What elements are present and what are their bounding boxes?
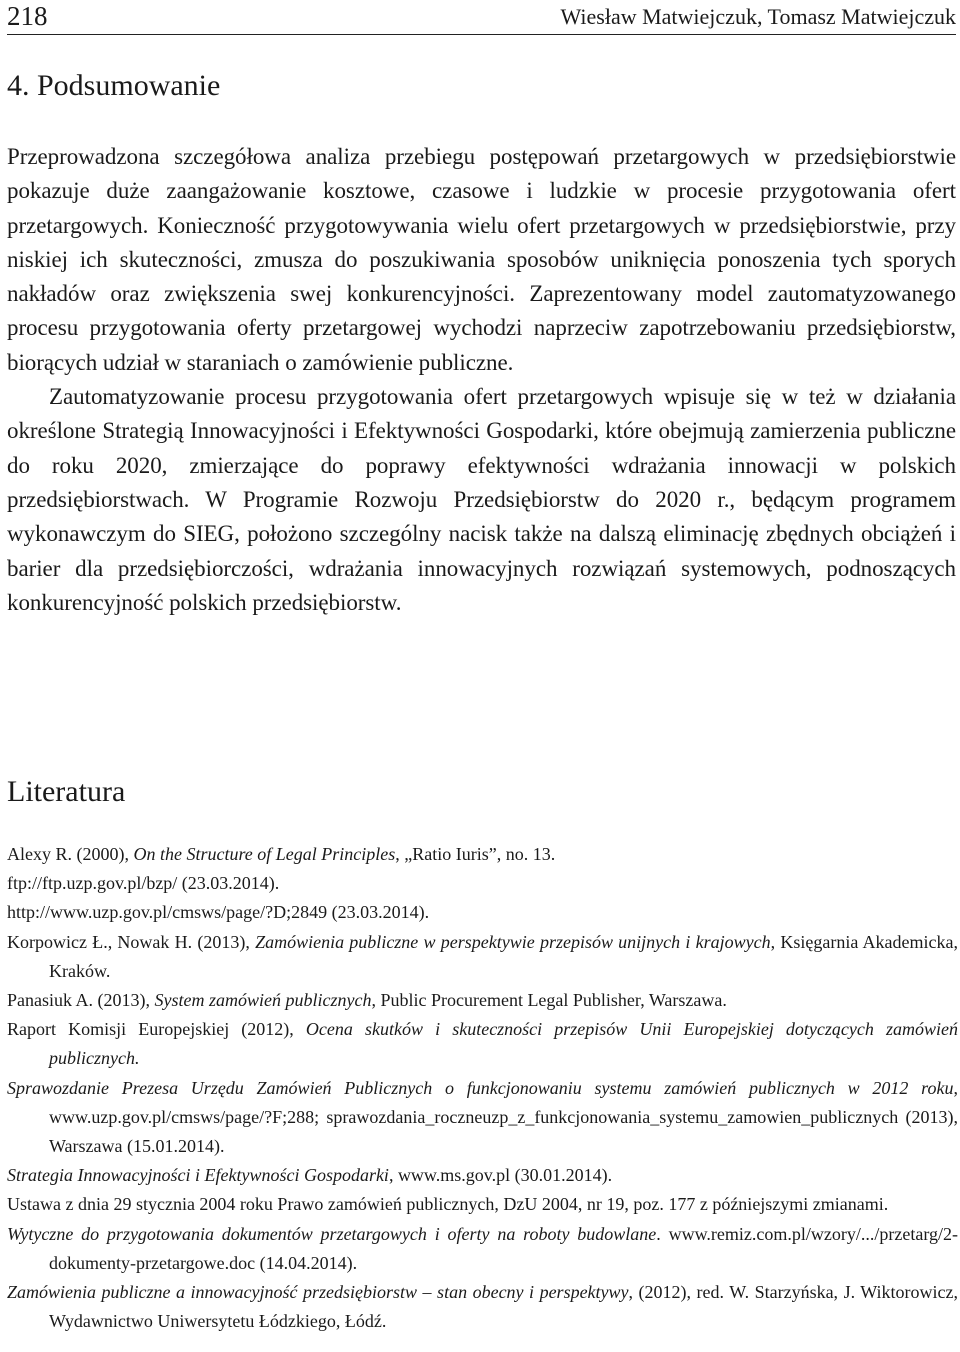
header-authors: Wiesław Matwiejczuk, Tomasz Matwiejczuk [560,4,956,29]
summary-paragraph-1: Przeprowadzona szczegółowa analiza przebiegu postępowań przetargowych w przedsiębiorstwie pokazuje duże zaangażowanie kosztowe, czasowe i ludzkie w procesie przygotowania ofert przetargowych. Konieczność przygotowywania wielu ofert przetargowych w przedsiębiorstwie, przy niskiej ich skuteczności, zmusza do poszukiwania sposobów uniknięcia ponoszenia tych sporych nakładów oraz zwiększenia swej konkurencyjności. Zaprezentowany model zautomatyzowanego procesu przygotowania oferty przetargowej wychodzi naprzeciw zapotrzebowaniu przedsiębiorstw, biorących udział w staraniach o zamówienie publiczne. [7,144,956,375]
reference-item [7,928,958,986]
reference-text: , www.uzp.gov.pl/cmsws/page/?F;288; sprawozdania_roczneuzp_z_funkcjonowania_systemu_zamowien_publicznych (2013), Warszawa (15.01.2014). [49,1077,958,1157]
reference-title: Strategia Innowacyjności i Efektywności Gospodarki [7,1165,389,1186]
reference-item [7,986,958,1015]
reference-text: Korpowicz Ł., Nowak H. (2013), [7,931,256,952]
reference-text: http://www.uzp.gov.pl/cmsws/page/?D;2849 (23.03.2014). [7,902,430,923]
section-title: 4. Podsumowanie [7,69,221,102]
reference-text: , www.ms.gov.pl (30.01.2014). [388,1165,613,1186]
reference-title: Zamówienia publiczne w perspektywie przepisów unijnych i krajowych [255,931,771,952]
reference-item [7,1161,958,1190]
reference-text: Alexy R. (2000), [7,844,134,864]
reference-item [7,869,958,898]
reference-item [7,898,958,927]
page-number: 218 [7,1,48,31]
reference-text: , (2012), red. W. Starzyńska, J. Wiktorowicz, Wydawnictwo Uniwersytetu Łódzkiego, Łódź. [49,1282,959,1332]
running-header [7,0,956,35]
summary-paragraph-2: Zautomatyzowanie procesu przygotowania ofert przetargowych wpisuje się w też w działania określone Strategią Innowacyjności i Efektywności Gospodarki, które obejmują zamierzenia publiczne do roku 2020, zmierzające do poprawy efektywności wdrażania innowacji w polskich przedsiębiorstwach. W Programie Rozwoju Przedsiębiorstw do 2020 r., będącym programem wykonawczym do SIEG, położono szczególny nacisk także na dalszą eliminację zbędnych obciążeń i barier dla przedsiębiorczości, wdrażania innowacyjnych rozwiązań systemowych, podnoszących konkurencyjność polskich przedsiębiorstw. [7,384,956,615]
summary-body [7,140,956,620]
reference-text: , „Ratio Iuris”, no. 13. [395,844,556,864]
reference-text: Panasiuk A. (2013), [7,990,155,1011]
reference-text: . www.remiz.com.pl/wzory/.../przetarg/2-dokumenty-przetargowe.doc (14.04.2014). [49,1223,959,1273]
reference-item [7,840,958,869]
reference-text: , Public Procurement Legal Publisher, Warszawa. [371,990,727,1011]
reference-item [7,1220,958,1278]
reference-title: Zamówienia publiczne a innowacyjność przedsiębiorstw – stan obecny i perspektywy [7,1282,629,1303]
reference-text: Ustawa z dnia 29 stycznia 2004 roku Prawo zamówień publicznych, DzU 2004, nr 19, poz. 177 z późniejszymi zmianami. [7,1194,889,1215]
reference-title: On the Structure of Legal Principles [133,844,396,864]
reference-text: , Księgarnia Akademicka, Kraków. [49,931,958,981]
reference-item [7,1278,958,1336]
reference-text: ftp://ftp.uzp.gov.pl/bzp/ (23.03.2014). [7,873,280,894]
reference-item [7,1074,958,1162]
reference-title: Sprawozdanie Prezesa Urzędu Zamówień Publicznych o funkcjonowaniu systemu zamówień publicznych w 2012 roku [7,1077,954,1098]
reference-list [7,840,958,1336]
reference-title: Wytyczne do przygotowania dokumentów przetargowych i oferty na roboty budowlane [7,1223,657,1244]
literature-heading: Literatura [7,775,126,808]
reference-title: System zamówień publicznych [154,990,372,1011]
reference-text: Raport Komisji Europejskiej (2012), [7,1019,306,1040]
reference-item [7,1015,958,1073]
reference-item [7,1190,958,1219]
reference-title: Ocena skutków i skuteczności przepisów Unii Europejskiej dotyczących zamówień publicznych. [49,1019,958,1069]
